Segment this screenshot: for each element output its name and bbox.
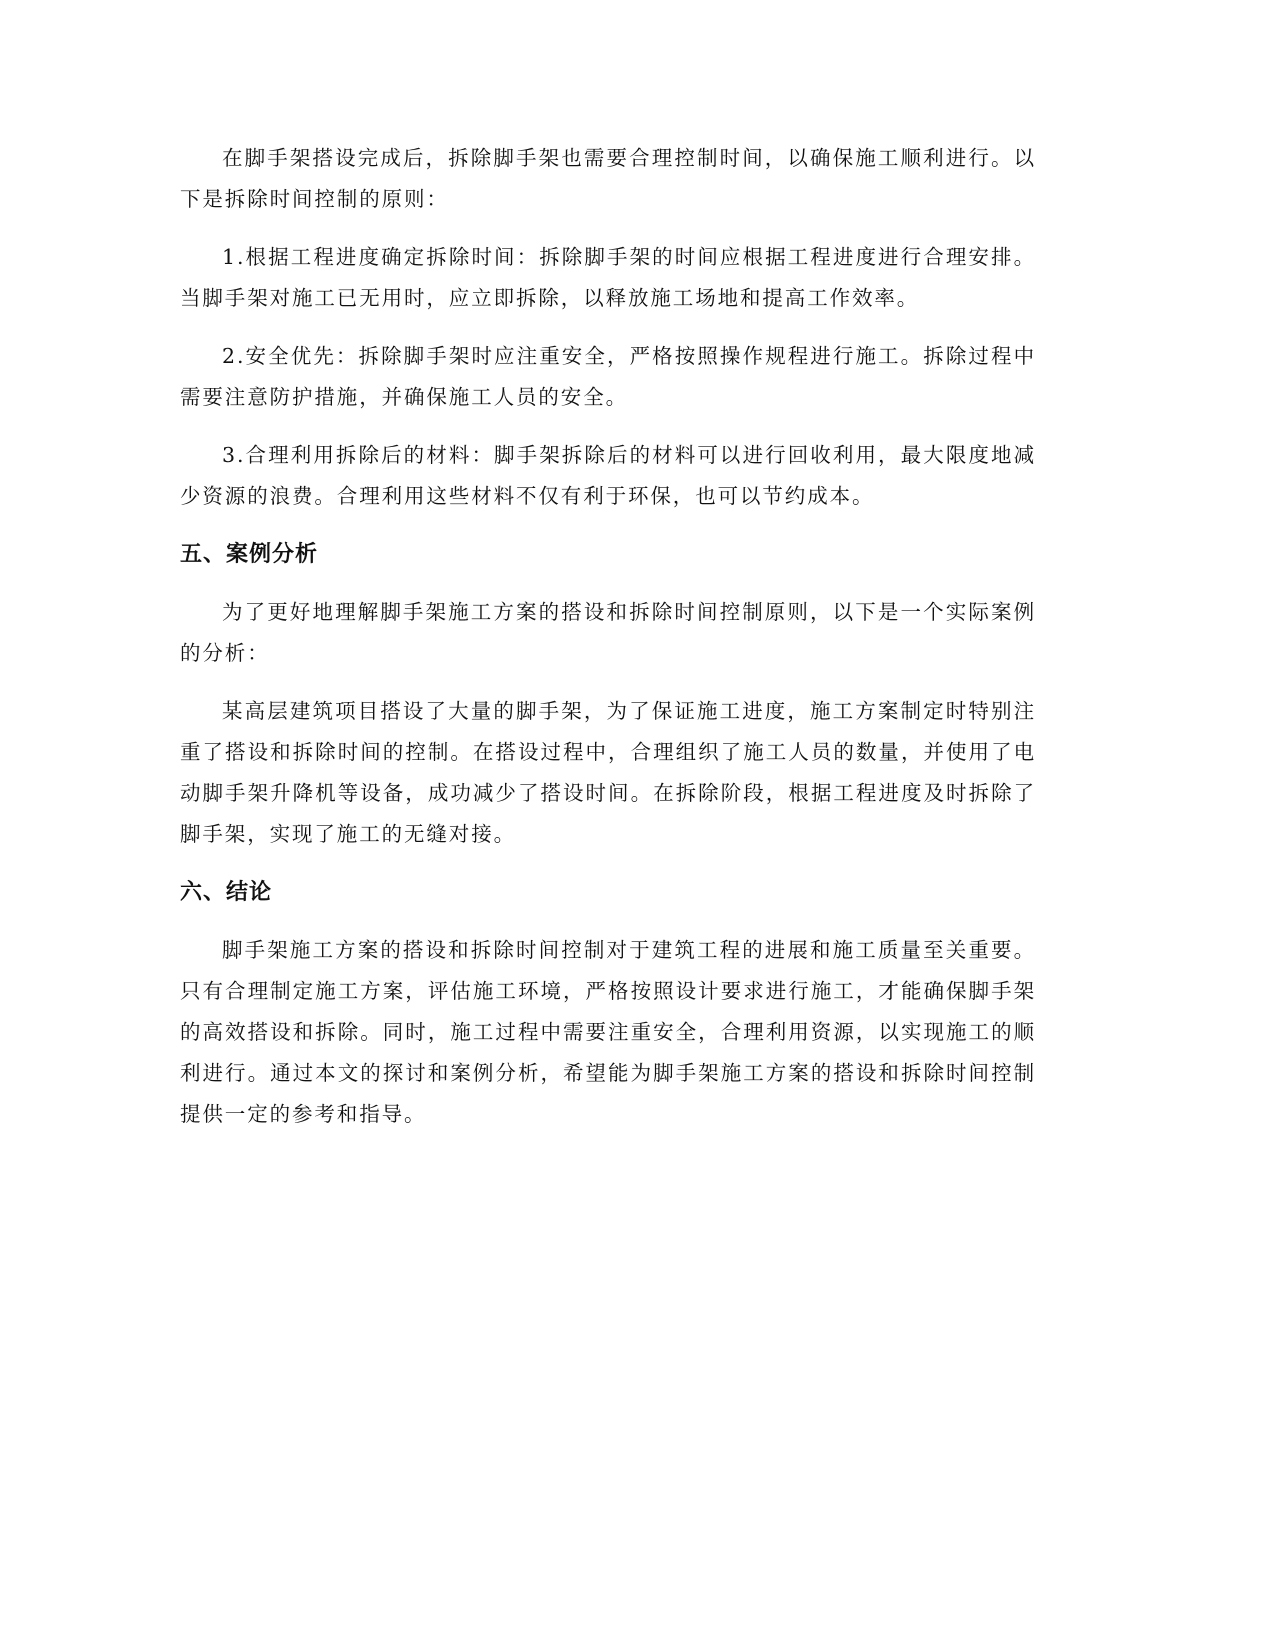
paragraph-case-intro: 为了更好地理解脚手架施工方案的搭设和拆除时间控制原则，以下是一个实际案例的分析：	[180, 600, 1036, 665]
paragraph-removal-intro: 在脚手架搭设完成后，拆除脚手架也需要合理控制时间，以确保施工顺利进行。以下是拆除时间控制的原则：	[180, 146, 1036, 211]
paragraph-principle-1: 1.根据工程进度确定拆除时间：拆除脚手架的时间应根据工程进度进行合理安排。当脚手架对施工已无用时，应立即拆除，以释放施工场地和提高工作效率。	[180, 245, 1036, 310]
paragraph-case-detail: 某高层建筑项目搭设了大量的脚手架，为了保证施工进度，施工方案制定时特别注重了搭设和拆除时间的控制。在搭设过程中，合理组织了施工人员的数量，并使用了电动脚手架升降机等设备，成功减少了搭设时间。在拆除阶段，根据工程进度及时拆除了脚手架，实现了施工的无缝对接。	[180, 699, 1036, 846]
section-heading-conclusion: 六、结论	[180, 880, 273, 905]
paragraph-principle-3: 3.合理利用拆除后的材料：脚手架拆除后的材料可以进行回收利用，最大限度地减少资源的浪费。合理利用这些材料不仅有利于环保，也可以节约成本。	[180, 443, 1036, 508]
section-heading-case-analysis: 五、案例分析	[180, 542, 319, 567]
paragraph-conclusion: 脚手架施工方案的搭设和拆除时间控制对于建筑工程的进展和施工质量至关重要。只有合理制定施工方案，评估施工环境，严格按照设计要求进行施工，才能确保脚手架的高效搭设和拆除。同时，施工过程中需要注重安全，合理利用资源，以实现施工的顺利进行。通过本文的探讨和案例分析，希望能为脚手架施工方案的搭设和拆除时间控制提供一定的参考和指导。	[180, 938, 1036, 1126]
document-body	[180, 138, 1036, 1152]
paragraph-principle-2: 2.安全优先：拆除脚手架时应注重安全，严格按照操作规程进行施工。拆除过程中需要注意防护措施，并确保施工人员的安全。	[180, 344, 1036, 409]
